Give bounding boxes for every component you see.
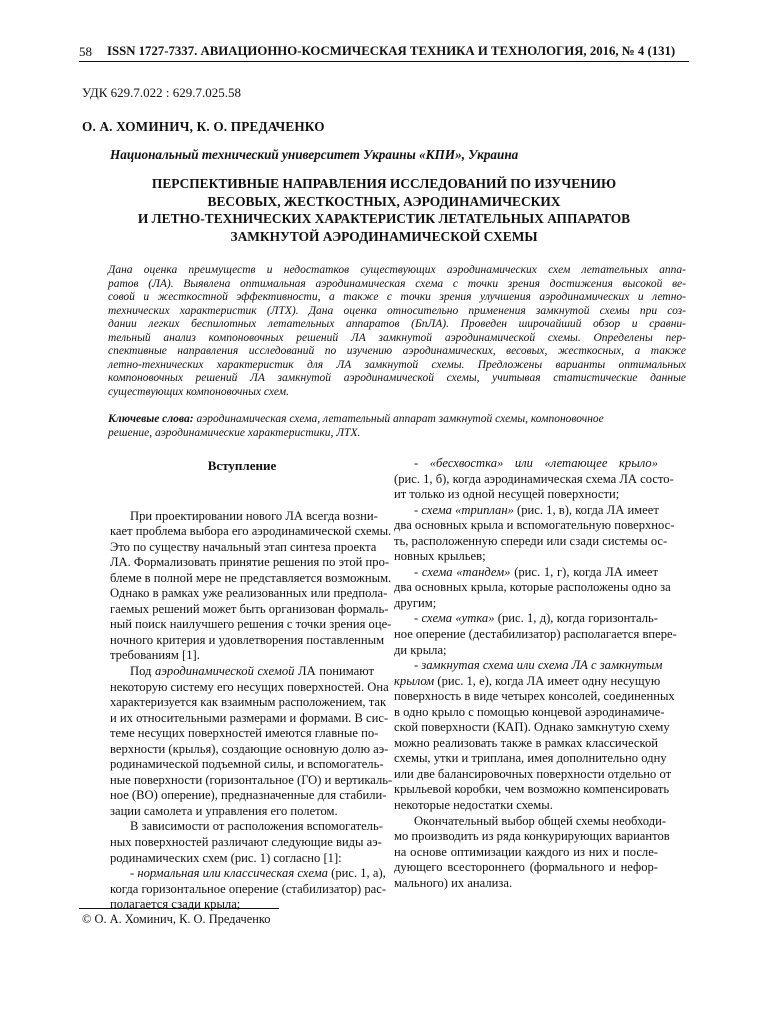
abstract-line: ратов (ЛА). Выявлена оптимальная аэродинамическая схема с точки зрения достижения высокой ве- xyxy=(108,277,686,290)
paragraph-final xyxy=(394,813,670,892)
abstract-line: Дана оценка преимуществ и недостатков существующих аэродинамических схем летательных аппа- xyxy=(108,264,686,276)
text-line: некоторую систему его несущих поверхностей. Она xyxy=(110,679,389,694)
text-line: ных поверхностей различают следующие виды аэ- xyxy=(110,835,382,850)
section-heading: Вступление xyxy=(207,458,277,473)
term: - замкнутая схема или схема ЛА с замкнутым xyxy=(414,658,663,673)
keywords-text: решение, аэродинамические характеристики, ЛТХ. xyxy=(108,427,361,439)
keywords-text: аэродинамическая схема, летательный аппарат замкнутой схемы, компоновочное xyxy=(196,413,604,425)
list-item xyxy=(394,456,674,503)
text-line: - нормальная или классическая схема (рис. 1, а), xyxy=(130,866,386,881)
running-header xyxy=(79,40,689,62)
affiliation: Национальный технический университет Украины «КПИ», Украина xyxy=(110,147,519,162)
text-line: - схема «тандем» (рис. 1, г), когда ЛА имеет xyxy=(414,564,658,579)
text-line: Под аэродинамической схемой ЛА понимают xyxy=(130,664,374,679)
text-line: При проектировании нового ЛА всегда возни- xyxy=(130,508,378,523)
text-line: кает проблема выбора его аэродинамической схемы. xyxy=(110,524,392,539)
text-line: зации самолета и управления его полетом. xyxy=(110,803,338,818)
text-line: В зависимости от расположения вспомогатель- xyxy=(130,819,383,834)
text-line: мального) их анализа. xyxy=(394,875,513,890)
abstract-line: летно-технических характеристик для ЛА замкнутой схемы. Предложены варианты оптимальных xyxy=(108,358,686,371)
text-line: ное (ВО) оперение), предназначенные для стабили- xyxy=(110,788,387,803)
title-line: ПЕРСПЕКТИВНЫЕ НАПРАВЛЕНИЯ ИССЛЕДОВАНИЙ ПО ИЗУЧЕНИЮ xyxy=(151,176,617,191)
text-line: другим; xyxy=(394,595,437,610)
text-line: некоторые недостатки схемы. xyxy=(394,798,553,813)
text-line: схемы, утки и триплана, имея дополнительно одну xyxy=(394,751,667,766)
term: - схема «триплан» xyxy=(414,502,514,517)
article-title xyxy=(82,175,686,245)
abstract-line: компоновочных решений ЛА замкнутой аэродинамической схемы, учитывая статистические данные xyxy=(108,372,686,385)
text-line: ное оперение (дестабилизатор) располагается впере- xyxy=(394,627,677,642)
text-line: новных крыльев; xyxy=(394,549,486,564)
list-item xyxy=(394,502,675,565)
text-line: Однако в рамках уже реализованных или предпола- xyxy=(110,586,388,601)
text-line: два основных крыла и вспомогательную поверхнос- xyxy=(394,518,675,533)
text-line: когда горизонтальное оперение (стабилизатор) рас- xyxy=(110,881,387,896)
text-line: мо производить из ряда конкурирующих вариантов xyxy=(394,829,670,844)
text-line: крыльевой коробки, чем возможно компенсировать xyxy=(394,782,670,797)
term: аэродинамической схемой xyxy=(155,664,295,679)
text-line: и их относительными размерами и формами. В сис- xyxy=(110,710,389,725)
list-item xyxy=(394,658,675,813)
list-item xyxy=(394,611,677,658)
paragraph-types xyxy=(110,819,383,866)
text-line: можно реализовать также в рамках классической xyxy=(394,735,658,750)
header-rule xyxy=(79,61,689,62)
text-line: на основе оптимизации каждого из них и после- xyxy=(394,844,658,859)
keywords-label: Ключевые слова: xyxy=(108,413,194,425)
text-line: родинамических схем (рис. 1) согласно [1]: xyxy=(110,850,342,865)
abstract-line: совой и жесткостной эффективности, а также с точки зрения улучшения аэродинамических и летно- xyxy=(108,291,686,304)
text-line: ные поверхности (горизонтальное (ГО) и вертикаль- xyxy=(110,772,393,787)
text-line: ской поверхности (КАП). Однако замкнутую схему xyxy=(394,720,670,735)
text-line: блеме в полной мере не представляется возможным. xyxy=(110,570,392,585)
text-line xyxy=(394,658,663,674)
authors: О. А. ХОМИНИЧ, К. О. ПРЕДАЧЕНКО xyxy=(82,119,325,134)
text-line: дующего всестороннего (формального и нефор- xyxy=(394,860,658,875)
abstract-line: тельный анализ компоновочных решений ЛА замкнутой аэродинамической схемы. Определены пер- xyxy=(108,331,686,344)
title-line: ВЕСОВЫХ, ЖЕСТКОСТНЫХ, АЭРОДИНАМИЧЕСКИХ xyxy=(207,193,561,209)
text-line: ть, расположенную спереди или сзади системы ос- xyxy=(394,533,668,548)
text-line: ди крыла; xyxy=(394,642,447,657)
text-line: родинамической подъемной силы, и вспомогатель- xyxy=(110,757,384,772)
journal-title: ISSN 1727-7337. АВИАЦИОННО-КОСМИЧЕСКАЯ ТЕХНИКА И ТЕХНОЛОГИЯ, 2016, № 4 (131) xyxy=(107,44,676,58)
abstract xyxy=(108,264,686,399)
term: крылом xyxy=(394,673,435,688)
text-line xyxy=(394,456,658,472)
text-line: полагается сзади крыла; xyxy=(110,897,241,912)
text-line: Это по существу начальный этап синтеза проекта xyxy=(110,539,377,554)
term: - «бесхвостка» или «летающее крыло» xyxy=(414,456,658,470)
text-line: ный поиск наилучшего решения с точки зрения оце- xyxy=(110,617,392,632)
abstract-line: технических характеристик (ЛТХ). Дана оценка относительно применения замкнутой схемы при соз- xyxy=(108,304,686,317)
term: - схема «тандем» xyxy=(414,564,511,579)
text-line: теме несущих поверхностей имеются главные по- xyxy=(110,726,379,741)
text-line: ночного критерия и удовлетворения поставленным xyxy=(110,632,385,647)
list-item xyxy=(110,866,387,913)
abstract-line: существующих компоновочных схем. xyxy=(108,385,289,398)
text-line: два основных крыла, которые расположены одно за xyxy=(394,580,671,595)
udk-code: УДК 629.7.022 : 629.7.025.58 xyxy=(82,85,242,100)
text-line: верхности (крылья), создающие основную долю аэ- xyxy=(110,741,389,756)
text-line: поверхность в виде четырех консолей, соединенных xyxy=(394,689,675,704)
left-column xyxy=(110,456,393,913)
text-line: характеризуется как взаимным расположением, так xyxy=(110,695,387,710)
text-line: Окончательный выбор общей схемы необходи- xyxy=(414,813,667,828)
text-line: гаемых решений может быть организован формаль- xyxy=(110,601,389,616)
text-line: требованиям [1]. xyxy=(110,648,200,663)
page-number: 58 xyxy=(79,44,92,59)
text-line: ит только из одной несущей поверхности; xyxy=(394,487,620,502)
right-column xyxy=(394,456,677,891)
abstract-line: дании легких беспилотных летательных аппаратов (БпЛА). Проведен широчайший обзор и сравни- xyxy=(108,318,686,331)
abstract-line: спективные направления исследований по изучению аэродинамических, весовых, жесткосных, а также xyxy=(108,345,686,358)
paragraph-definition xyxy=(110,664,393,819)
text-line: или две балансировочных поверхности отдельно от xyxy=(394,766,672,781)
title-line: И ЛЕТНО-ТЕХНИЧЕСКИХ ХАРАКТЕРИСТИК ЛЕТАТЕЛЬНЫХ АППАРАТОВ xyxy=(137,211,631,226)
footer-rule xyxy=(79,908,279,909)
paragraph-intro xyxy=(110,508,392,664)
term: - нормальная или классическая схема xyxy=(130,866,328,881)
list-item xyxy=(394,564,671,612)
text-line: ЛА. Формализовать принятие решения по этой про- xyxy=(110,555,390,570)
term: - схема «утка» xyxy=(414,611,495,626)
text-line: - схема «утка» (рис. 1, д), когда горизонталь- xyxy=(414,611,658,626)
title-line: ЗАМКНУТОЙ АЭРОДИНАМИЧЕСКОЙ СХЕМЫ xyxy=(230,228,538,244)
text-line: в одно крыло с помощью концевой аэродинамиче- xyxy=(394,704,665,719)
copyright-notice: © О. А. Хоминич, К. О. Предаченко xyxy=(82,912,271,926)
text-line: - схема «триплан» (рис. 1, в), когда ЛА имеет xyxy=(414,502,659,517)
text-line: (рис. 1, б), когда аэродинамическая схема ЛА состо- xyxy=(394,471,674,486)
keywords xyxy=(108,412,686,440)
text-line: крылом (рис. 1, е), когда ЛА имеет одну несущую xyxy=(394,673,661,688)
